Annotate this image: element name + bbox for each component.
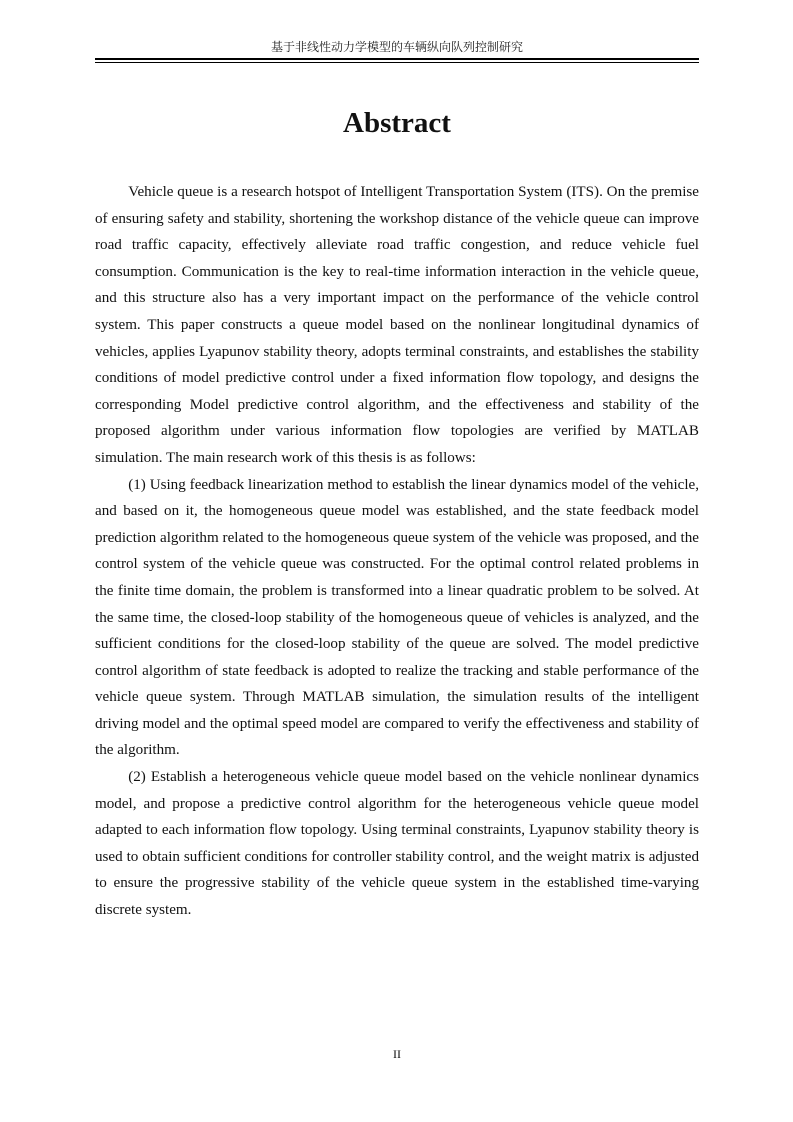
running-header: 基于非线性动力学模型的车辆纵向队列控制研究: [270, 40, 523, 54]
abstract-paragraph-2: (2) Establish a heterogeneous vehicle queue model based on the vehicle nonlinear dynamics model, and propose a predictive control algorithm for the heterogeneous vehicle queue model adapted to each information flow topology. Using terminal constraints, Lyapunov stability theory is used to obtain sufficient conditions for controller stability control, and the weight matrix is adjusted to ensure the progressive stability of the vehicle queue system in the established time-varying discrete system.: [95, 769, 699, 919]
header-rule: [95, 58, 699, 60]
abstract-paragraph-intro: Vehicle queue is a research hotspot of Intelligent Transportation System (ITS). On the premise of ensuring safety and stability, shortening the workshop distance of the vehicle queue can improve road traffic capacity, effectively alleviate road traffic congestion, and reduce vehicle fuel consumption. Communication is the key to real-time information interaction in the vehicle queue, and this structure also has a very important impact on the performance of the vehicle control system. This paper constructs a queue model based on the nonlinear longitudinal dynamics of vehicles, applies Lyapunov stability theory, adopts terminal constraints, and establishes the stability conditions of model predictive control under a fixed information flow topology, and designs the corresponding Model predictive control algorithm, and the effectiveness and stability of the proposed algorithm under various information flow topologies are verified by MATLAB simulation. The main research work of this thesis is as follows:: [95, 184, 699, 466]
page-title: Abstract: [343, 107, 451, 139]
header-rule-thin: [95, 62, 699, 63]
abstract-paragraph-1: (1) Using feedback linearization method to establish the linear dynamics model of the vehicle, and based on it, the homogeneous queue model was established, and the state feedback model prediction algorithm related to the homogeneous queue system of the vehicle was proposed, and the control system of the vehicle queue was constructed. For the optimal control related problems in the finite time domain, the problem is transformed into a linear quadratic problem to be solved. At the same time, the closed-loop stability of the homogeneous queue of vehicles is analyzed, and the sufficient conditions for the closed-loop stability of the queue are solved. The model predictive control algorithm of state feedback is adopted to realize the tracking and stable performance of the vehicle queue system. Through MATLAB simulation, the simulation results of the intelligent driving model and the optimal speed model are compared to verify the effectiveness and stability of the algorithm.: [95, 476, 699, 759]
page-number: II: [393, 1047, 401, 1061]
abstract-body: [95, 179, 699, 924]
